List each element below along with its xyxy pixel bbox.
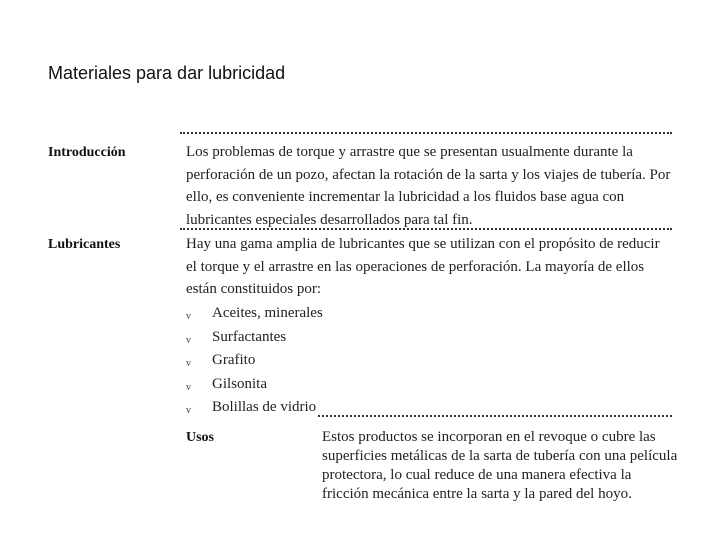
bullet-icon: v <box>186 358 191 369</box>
list-item-text: Grafito <box>212 352 256 368</box>
section-text-usos: Estos productos se incorporan en el revoque o cubre las superficies metálicas de la sarta de tubería con una película protectora, lo cual reduce de una manera efectiva la fricción mecánica entre la sarta y la pared del hoyo. <box>322 429 678 502</box>
section-label-usos: Usos <box>186 430 215 445</box>
section-text-introduccion: Los problemas de torque y arrastre que se presentan usualmente durante la perforación de un pozo, afectan la rotación de la sarta y los viajes de tubería. Por ello, es conveniente incrementar la lubricidad a los fluidos base agua con lubricantes especiales desarrollados para tal fin. <box>186 144 671 228</box>
page-title: Materiales para dar lubricidad <box>48 63 286 83</box>
divider-top <box>180 132 672 134</box>
section-text-lubricantes: Hay una gama amplia de lubricantes que se utilizan con el propósito de reducir el torque y el arrastre en las operaciones de perforación. La mayoría de ellos están constituidos por: <box>186 236 660 297</box>
list-item-text: Bolillas de vidrio <box>212 399 317 415</box>
bullet-icon: v <box>186 405 191 416</box>
section-label-introduccion: Introducción <box>48 145 126 160</box>
bullet-icon: v <box>186 381 191 393</box>
divider-bottom <box>318 415 672 417</box>
divider-middle <box>180 228 672 230</box>
bullet-icon: v <box>186 334 191 346</box>
bullet-icon: v <box>186 311 191 322</box>
list-item-text: Aceites, minerales <box>212 305 323 321</box>
list-item-text: Surfactantes <box>212 328 287 345</box>
section-label-lubricantes: Lubricantes <box>48 237 121 252</box>
list-item-text: Gilsonita <box>212 375 267 392</box>
